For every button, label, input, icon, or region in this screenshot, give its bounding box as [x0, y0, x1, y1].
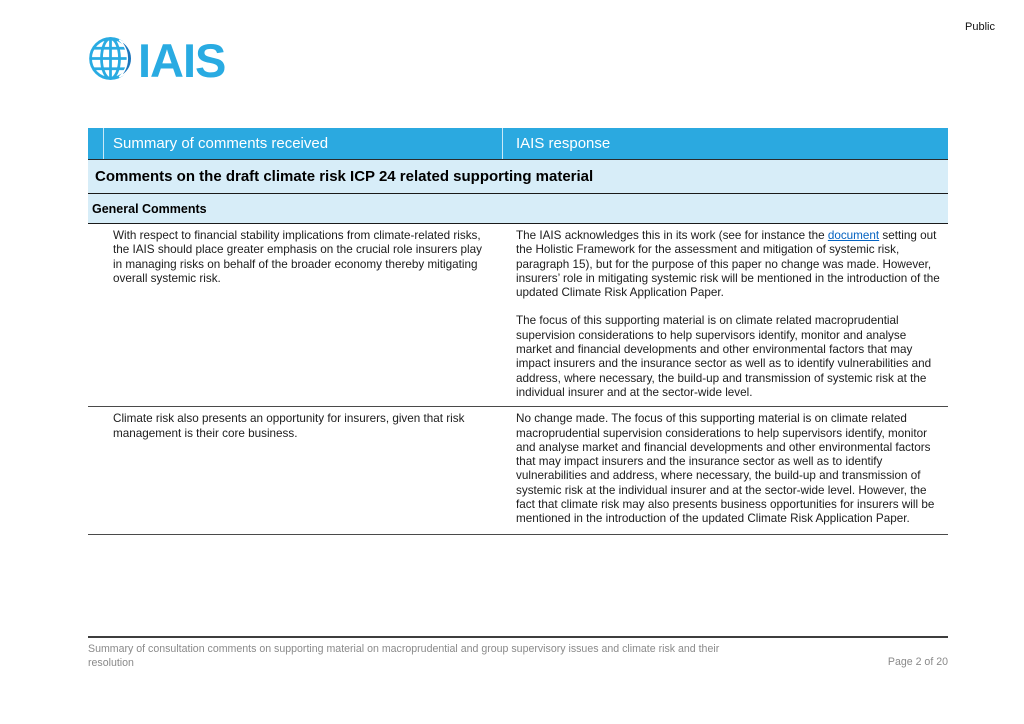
- iais-logo: [88, 36, 225, 86]
- footer-document-title: [88, 642, 828, 670]
- globe-icon: [88, 36, 133, 86]
- classification-label: Public: [965, 21, 995, 33]
- table-header-response: IAIS response: [516, 135, 611, 152]
- footer-divider: [88, 636, 948, 638]
- logo-text: IAIS: [138, 34, 226, 87]
- row-spacer-cell: [88, 407, 104, 534]
- subsection-title-row: General Comments: [88, 194, 948, 224]
- response-paragraph: The focus of this supporting material is on climate related macroprudential supervision considerations to help supervisors identify, monitor and analyse market and financial developments and other environmental factors that may impact insurers and the insurance sector as well as to identify vulnerabilities and address, where necessary, the build-up and transmission of systemic risk at the individual insurer and at the sector-wide level.: [516, 314, 932, 399]
- row-spacer-cell: [88, 224, 104, 406]
- response-paragraph: No change made. The focus of this supporting material is on climate related macroprudential supervision considerations to help supervisors identify, monitor and analyse market and financial developments and other environmental factors that may impact insurers and the insurance sector as well as to identify vulnerabilities and address, where necessary, the build-up and transmission of systemic risk at the individual insurer and at the sector-wide level. However, the fact that climate risk may also presents business opportunities for insurers will be mentioned in the introduction of the updated Climate Risk Application Paper.: [516, 412, 935, 526]
- comment-cell: With respect to financial stability implications from climate-related risks, the IAIS should place greater emphasis on the crucial role insurers play in managing risks on behalf of the broader economy thereby mitigating overall systemic risk.: [113, 229, 483, 285]
- footer-line-2: resolution: [88, 657, 134, 669]
- table-header-summary: Summary of comments received: [104, 128, 503, 159]
- section-title-row: Comments on the draft climate risk ICP 24 related supporting material: [88, 160, 948, 194]
- comments-table: [88, 128, 948, 535]
- footer-line-1: Summary of consultation comments on supporting material on macroprudential and group supervisory issues and climate risk and their: [88, 643, 720, 655]
- page-number: Page 2 of 20: [887, 656, 948, 668]
- response-cell: [503, 224, 948, 406]
- response-text-before-link: The IAIS acknowledges this in its work (see for instance the: [516, 229, 828, 242]
- table-row: [88, 407, 948, 535]
- table-header-row: [88, 128, 948, 160]
- table-header-spacer-cell: [88, 128, 104, 159]
- document-link[interactable]: document: [827, 229, 880, 242]
- comment-cell: Climate risk also presents an opportunity for insurers, given that risk management is their core business.: [113, 412, 465, 440]
- table-row: [88, 224, 948, 407]
- response-cell: [503, 407, 948, 534]
- response-paragraph: [516, 229, 942, 300]
- response-text-after-link: setting out the Holistic Framework for the assessment and mitigation of systemic risk, paragraph 15), but for the purpose of this paper no change was made. However, insurers’ role in mitigating systemic risk will be mentioned in the introduction of the updated Climate Risk Application Paper.: [516, 229, 940, 300]
